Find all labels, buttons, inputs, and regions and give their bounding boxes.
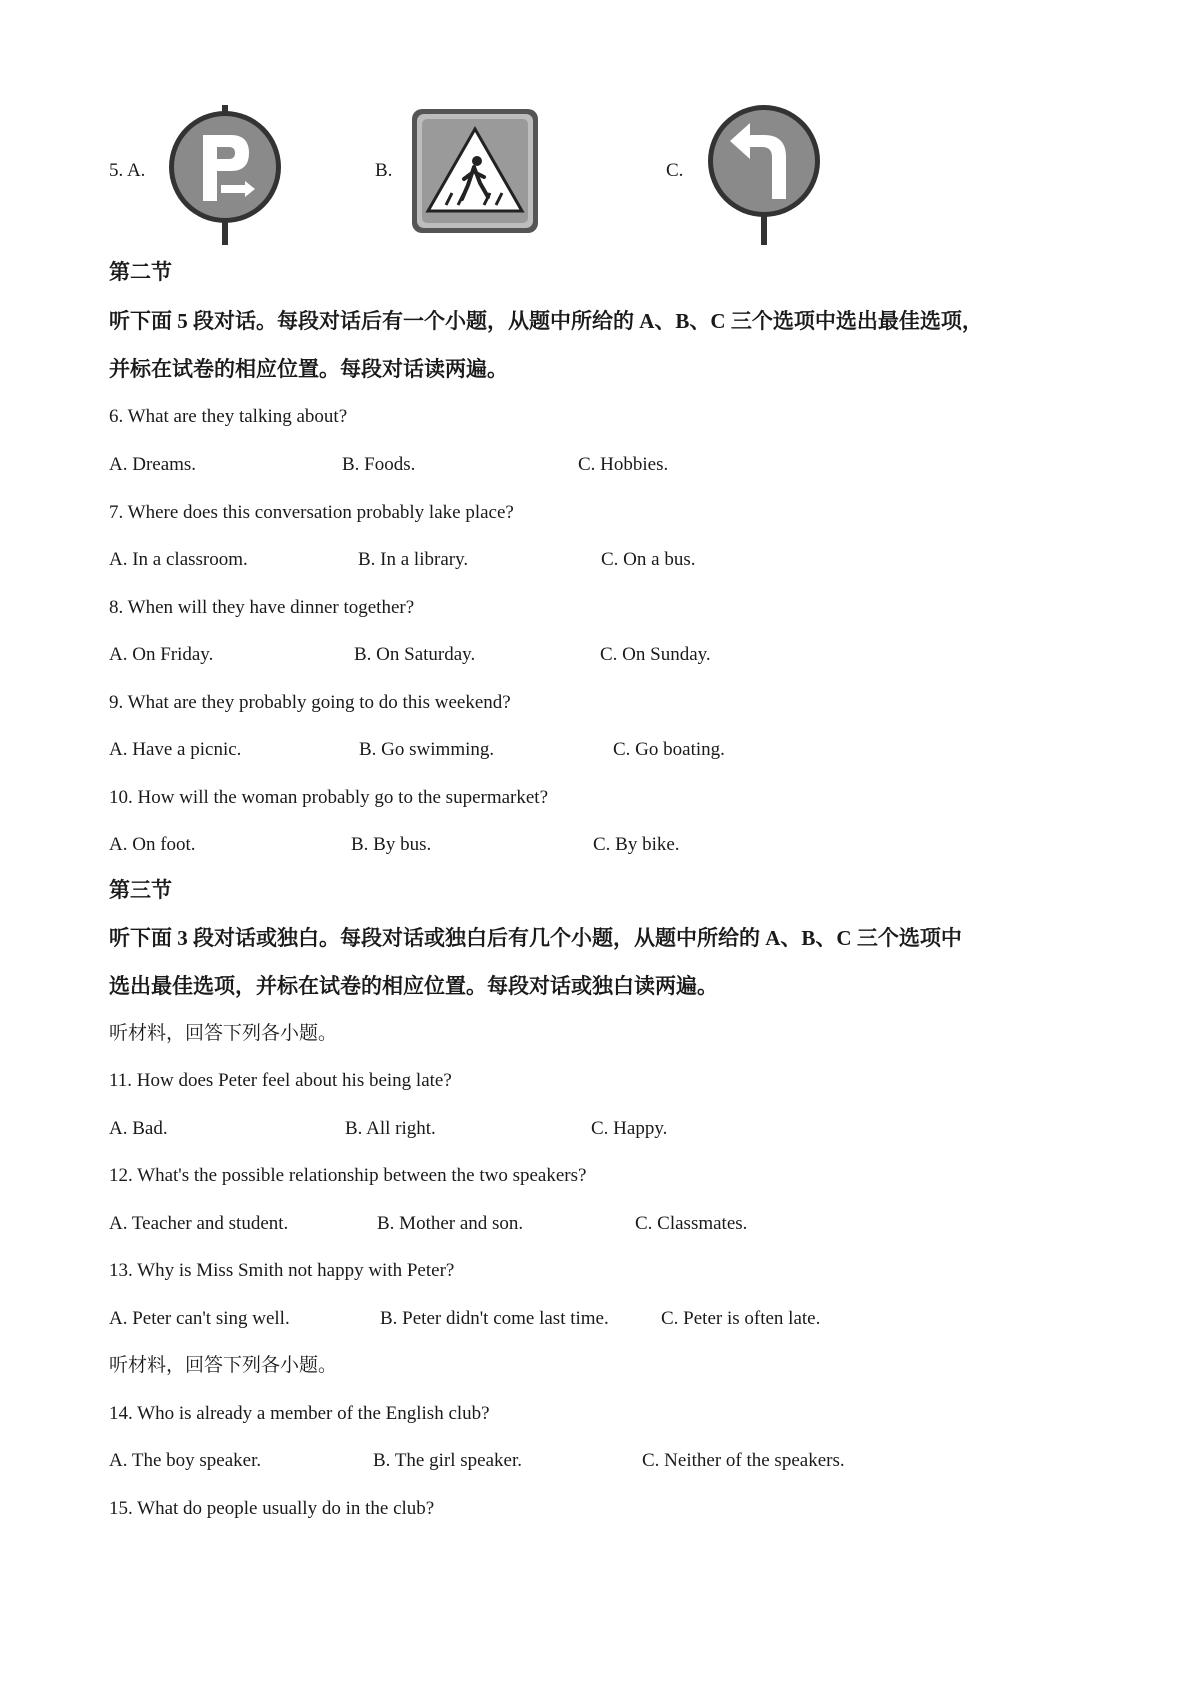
question-6: 6. What are they talking about? [109,406,348,427]
q5-option-b: B. [375,160,393,181]
q13-option-c: C. Peter is often late. [661,1308,821,1329]
material-note: 听材料，回答下列各小题。 [109,1355,338,1376]
section2-heading: 第二节 [109,260,172,284]
q9-option-c: C. Go boating. [613,739,725,760]
question-8: 8. When will they have dinner together? [109,597,415,618]
q6-option-b: B. Foods. [342,454,416,475]
q5-option-a: A. [126,160,146,181]
q12-option-a: A. Teacher and student. [109,1213,289,1234]
q11-option-a: A. Bad. [109,1118,168,1139]
q12-option-b: B. Mother and son. [377,1213,524,1234]
q13-option-a: A. Peter can't sing well. [109,1308,290,1329]
q14-option-c: C. Neither of the speakers. [642,1450,845,1471]
section3-instruction-line2: 选出最佳选项，并标在试卷的相应位置。每段对话或独白读两遍。 [109,974,718,998]
material-note: 听材料，回答下列各小题。 [109,1023,338,1044]
q5-option-c: C. [666,160,684,181]
q8-option-a: A. On Friday. [109,644,214,665]
q10-option-b: B. By bus. [351,834,432,855]
question-13: 13. Why is Miss Smith not happy with Peter? [109,1260,455,1281]
q13-option-b: B. Peter didn't come last time. [380,1308,609,1329]
q7-option-a: A. In a classroom. [109,549,248,570]
parking-sign-icon [165,105,285,245]
q9-option-a: A. Have a picnic. [109,739,242,760]
q6-option-a: A. Dreams. [109,454,197,475]
q14-option-a: A. The boy speaker. [109,1450,262,1471]
question-14: 14. Who is already a member of the English club? [109,1403,490,1424]
section2-instruction-line2: 并标在试卷的相应位置。每段对话读两遍。 [109,357,508,381]
q10-option-c: C. By bike. [593,834,680,855]
q5-number: 5. [109,160,124,181]
q10-option-a: A. On foot. [109,834,196,855]
section3-instruction-line1: 听下面 3 段对话或独白。每段对话或独白后有几个小题，从题中所给的 A、B、C 三个选项中 [109,926,962,950]
question-7: 7. Where does this conversation probably lake place? [109,502,514,523]
q11-option-b: B. All right. [345,1118,436,1139]
q7-option-b: B. In a library. [358,549,469,570]
q11-option-c: C. Happy. [591,1118,668,1139]
q14-option-b: B. The girl speaker. [373,1450,522,1471]
q12-option-c: C. Classmates. [635,1213,748,1234]
question-15: 15. What do people usually do in the club? [109,1498,435,1519]
question-11: 11. How does Peter feel about his being late? [109,1070,452,1091]
section3-heading: 第三节 [109,878,172,902]
q6-option-c: C. Hobbies. [578,454,669,475]
q9-option-b: B. Go swimming. [359,739,495,760]
q7-option-c: C. On a bus. [601,549,696,570]
q5-label [109,160,145,182]
question-12: 12. What's the possible relationship between the two speakers? [109,1165,587,1186]
q8-option-b: B. On Saturday. [354,644,476,665]
question-9: 9. What are they probably going to do this weekend? [109,692,511,713]
turn-left-sign-icon [704,103,824,245]
section2-instruction-line1: 听下面 5 段对话。每段对话后有一个小题，从题中所给的 A、B、C 三个选项中选出最佳选项， [109,309,983,333]
question-10: 10. How will the woman probably go to the supermarket? [109,787,549,808]
pedestrian-crossing-sign-icon [410,107,540,235]
q8-option-c: C. On Sunday. [600,644,711,665]
